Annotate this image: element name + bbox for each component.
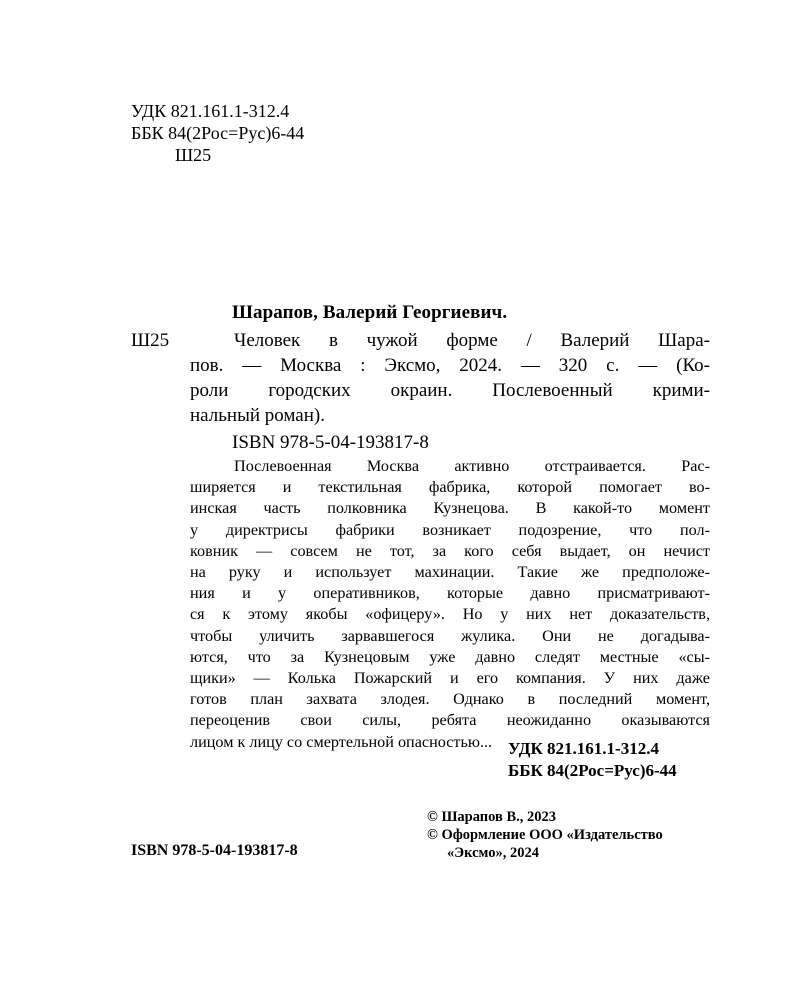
copyright-block	[427, 808, 663, 862]
bibliographic-description	[190, 328, 710, 428]
copyright-design-continued: «Эксмо», 2024	[447, 845, 539, 861]
annotation-line: лицом к лицу со смертельной опасностью...	[190, 732, 493, 751]
bib-line: пов. — Москва : Эксмо, 2024. — 320 с. — (Ко-	[190, 355, 710, 376]
annotation-line: ковник — совсем не тот, за кого себя выдает, он нечист	[190, 541, 710, 560]
udk-code: УДК 821.161.1-312.4	[131, 101, 290, 121]
annotation-line: щики» — Колька Пожарский и его компания. У них даже	[190, 669, 710, 688]
copyright-design: © Оформление ООО «Издательство	[427, 827, 663, 843]
author-mark-left: Ш25	[131, 330, 170, 351]
isbn-imprint: ISBN 978-5-04-193817-8	[131, 842, 298, 859]
top-classification-block	[131, 100, 304, 166]
bottom-classification-block	[508, 738, 677, 782]
bbk-code: ББК 84(2Рос=Рус)6-44	[131, 123, 305, 143]
bib-line: нальный роман).	[190, 405, 325, 426]
annotation-line: переоценив свои силы, ребята неожиданно оказываются	[190, 711, 710, 730]
udk-code-bottom: УДК 821.161.1-312.4	[508, 739, 659, 758]
isbn-record: ISBN 978-5-04-193817-8	[232, 432, 429, 453]
copyright-author: © Шарапов В., 2023	[427, 809, 556, 825]
bbk-code-bottom: ББК 84(2Рос=Рус)6-44	[508, 761, 677, 780]
annotation-line: ся к этому якобы «офицеру». Но у них нет доказательств,	[190, 605, 710, 624]
annotation-line: готов план захвата злодея. Однако в последний момент,	[190, 690, 710, 709]
annotation-line: ются, что за Кузнецовым уже давно следят местные «сы-	[190, 647, 710, 666]
annotation-line: чтобы уличить зарвавшегося жулика. Они не догадыва-	[190, 626, 710, 645]
annotation-line: Послевоенная Москва активно отстраивается. Рас-	[234, 457, 710, 475]
author-mark: Ш25	[175, 145, 212, 165]
bib-line: Человек в чужой форме / Валерий Шара-	[234, 330, 710, 351]
annotation-line: ния и у оперативников, которые давно присматривают-	[190, 584, 710, 603]
annotation-line: ширяется и текстильная фабрика, которой помогает во-	[190, 478, 710, 497]
annotation-line: на руку и использует махинации. Такие же предположе-	[190, 563, 710, 582]
author-heading: Шарапов, Валерий Георгиевич.	[232, 302, 508, 323]
annotation-line: инская часть полковника Кузнецова. В какой-то момент	[190, 499, 710, 518]
bib-line: роли городских окраин. Послевоенный крими-	[190, 380, 710, 401]
annotation	[190, 456, 710, 753]
annotation-line: у директрисы фабрики возникает подозрение, что пол-	[190, 520, 710, 539]
